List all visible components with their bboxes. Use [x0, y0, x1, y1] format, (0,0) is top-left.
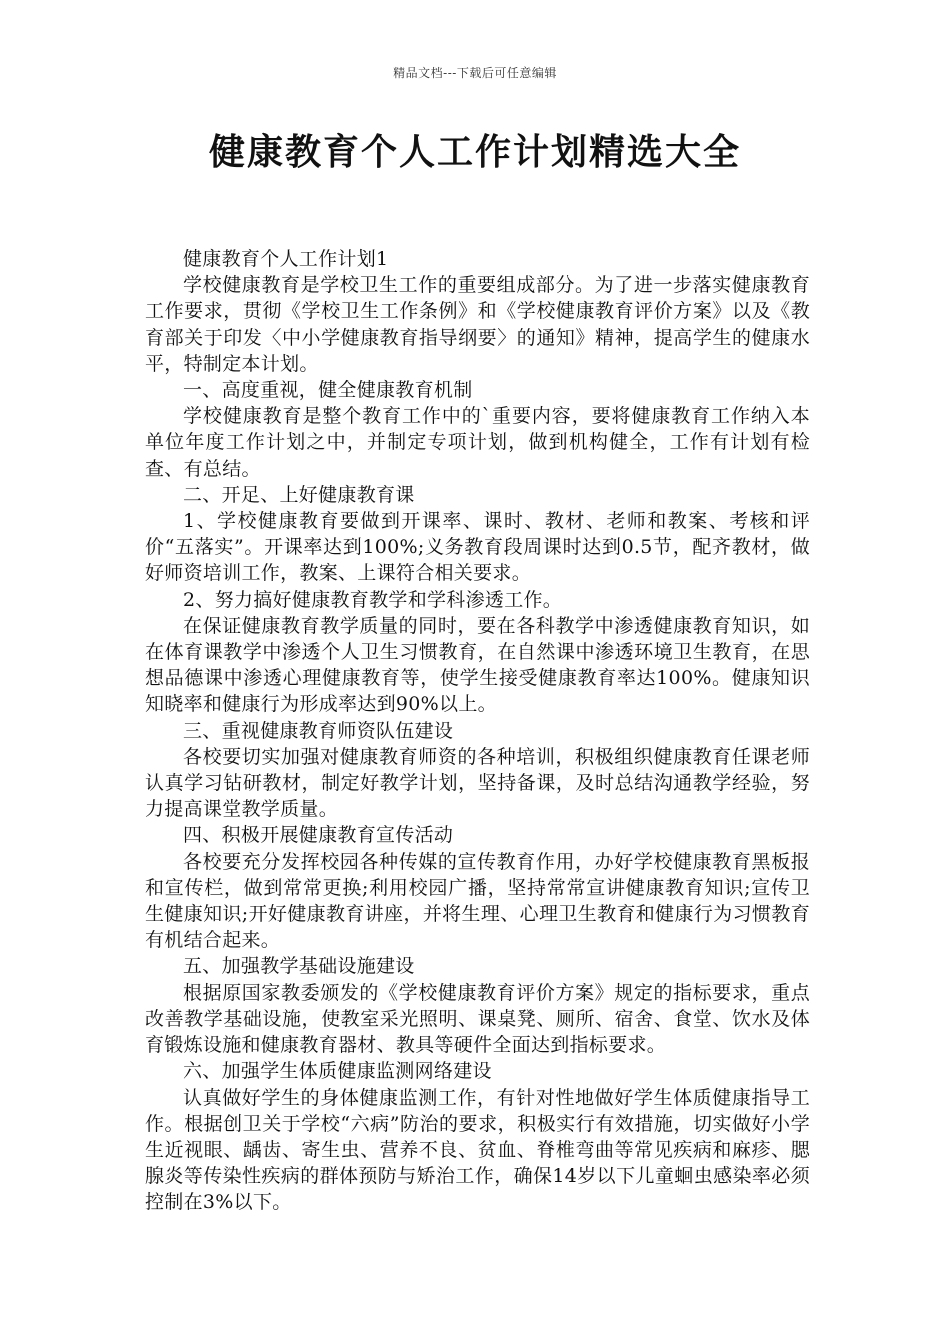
- document-body: [145, 246, 810, 1216]
- header-note: 精品文档---下载后可任意编辑: [393, 66, 557, 80]
- section-heading: 六、加强学生体质健康监测网络建设: [183, 1060, 492, 1083]
- section-heading: 一、高度重视，健全健康教育机制: [183, 379, 473, 402]
- body-paragraph: 学校健康教育是学校卫生工作的重要组成部分。为了进一步落实健康教育工作要求，贯彻《学校卫生工作条例》和《学校健康教育评价方案》以及《教育部关于印发〈中小学健康教育指导纲要〉的通知》精神，提高学生的健康水平，特制定本计划。: [145, 274, 810, 375]
- body-paragraph: 学校健康教育是整个教育工作中的`重要内容，要将健康教育工作纳入本单位年度工作计划之中，并制定专项计划，做到机构健全，工作有计划有检查、有总结。: [145, 405, 810, 480]
- body-paragraph: 1、学校健康教育要做到开课率、课时、教材、老师和教案、考核和评价“五落实”。开课率达到100%;义务教育段周课时达到0.5节，配齐教材，做好师资培训工作，教案、上课符合相关要求。: [145, 510, 810, 585]
- sub-heading: 2、努力搞好健康教育教学和学科渗透工作。: [183, 588, 563, 611]
- body-paragraph: 在保证健康教育教学质量的同时，要在各科教学中渗透健康教育知识，如在体育课教学中渗透个人卫生习惯教育，在自然课中渗透环境卫生教育，在思想品德课中渗透心理健康教育等，使学生接受健康教育率达100%。健康知识知晓率和健康行为形成率达到90%以上。: [145, 614, 810, 716]
- section-heading: 健康教育个人工作计划1: [183, 248, 389, 270]
- section-heading: 二、开足、上好健康教育课: [183, 483, 415, 506]
- body-paragraph: 各校要充分发挥校园各种传媒的宣传教育作用，办好学校健康教育黑板报和宣传栏，做到常常更换;利用校园广播，坚持常常宣讲健康教育知识;宣传卫生健康知识;开好健康教育讲座，并将生理、心理卫生教育和健康行为习惯教育有机结合起来。: [145, 850, 810, 952]
- body-paragraph: 根据原国家教委颁发的《学校健康教育评价方案》规定的指标要求，重点改善教学基础设施，使教室采光照明、课桌凳、厕所、宿舍、食堂、饮水及体育锻炼设施和健康教育器材、教具等硬件全面达到指标要求。: [145, 981, 810, 1057]
- section-heading: 五、加强教学基础设施建设: [183, 955, 415, 978]
- body-paragraph: 各校要切实加强对健康教育师资的各种培训，积极组织健康教育任课老师认真学习钻研教材，制定好教学计划，坚持备课，及时总结沟通教学经验，努力提高课堂教学质量。: [145, 745, 810, 821]
- body-paragraph: 认真做好学生的身体健康监测工作，有针对性地做好学生体质健康指导工作。根据创卫关于学校“六病”防治的要求，积极实行有效措施，切实做好小学生近视眼、龋齿、寄生虫、营养不良、贫血、脊椎弯曲等常见疾病和麻疹、腮腺炎等传染性疾病的群体预防与矫治工作，确保14岁以下儿童蛔虫感染率必须控制在3%以下。: [145, 1086, 810, 1214]
- section-heading: 三、重视健康教育师资队伍建设: [183, 719, 454, 742]
- document-title: 健康教育个人工作计划精选大全: [208, 132, 741, 173]
- section-heading: 四、积极开展健康教育宣传活动: [183, 824, 454, 847]
